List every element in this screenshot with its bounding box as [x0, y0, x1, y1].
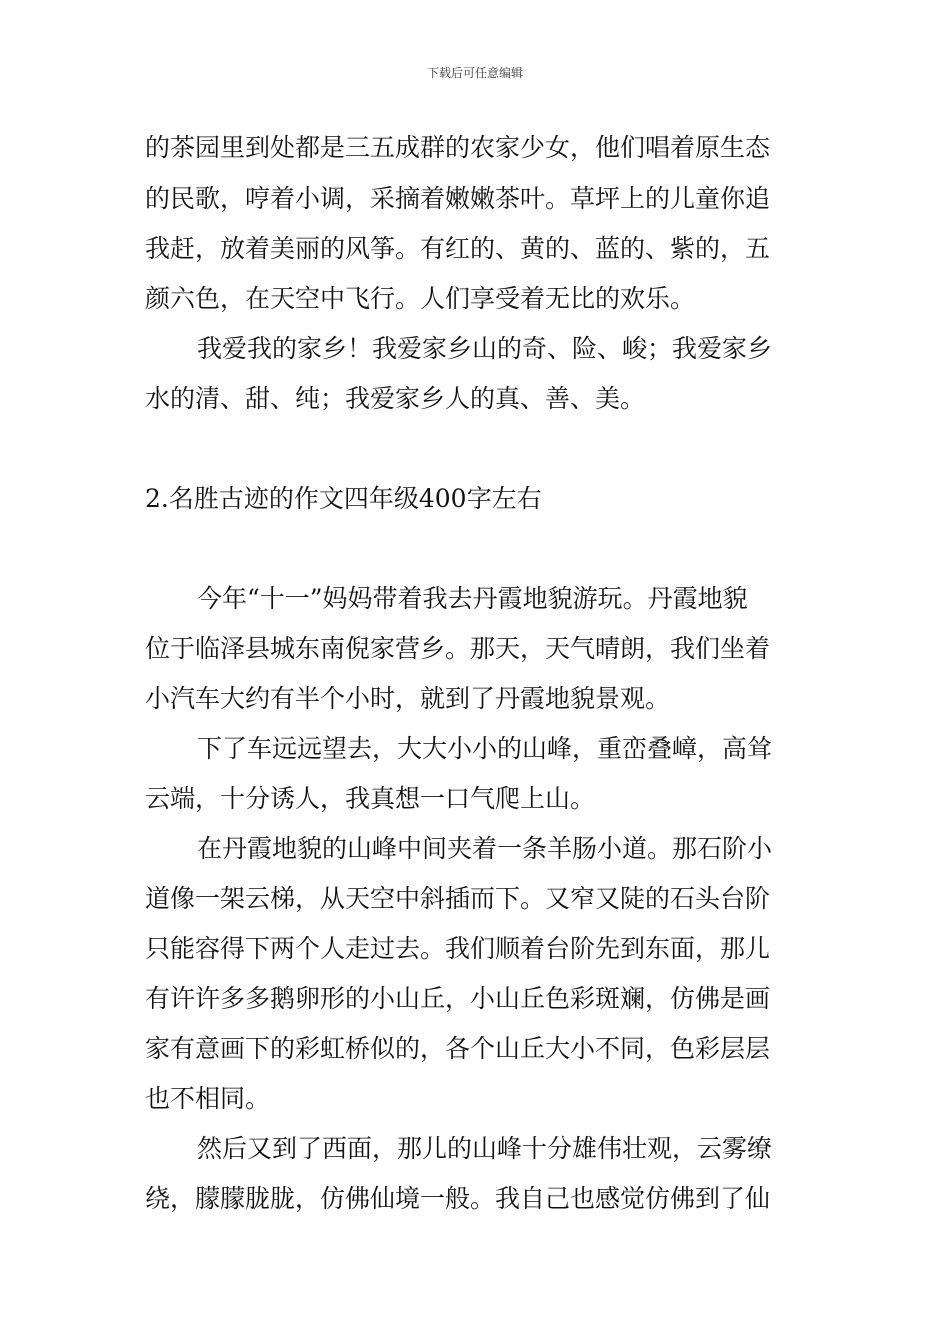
- text-line: 在丹霞地貌的山峰中间夹着一条羊肠小道。那石阶小: [197, 834, 773, 863]
- text-line: 也不相同。: [145, 1084, 271, 1113]
- text-line: 只能容得下两个人走过去。我们顺着台阶先到东面，那儿: [145, 934, 771, 963]
- text-line: 我爱我的家乡！我爱家乡山的奇、险、峻；我爱家乡: [197, 334, 773, 363]
- text-line: 的民歌，哼着小调，采摘着嫩嫩茶叶。草坪上的儿童你追: [145, 184, 771, 213]
- text-line: 然后又到了西面，那儿的山峰十分雄伟壮观，云雾缭: [197, 1134, 773, 1163]
- text-line: 有许许多多鹅卵形的小山丘，小山丘色彩斑斓，仿佛是画: [145, 984, 771, 1013]
- text-line: 位于临泽县城东南倪家营乡。那天，天气晴朗，我们坐着: [145, 634, 771, 663]
- text-line: 家有意画下的彩虹桥似的，各个山丘大小不同，色彩层层: [145, 1034, 771, 1063]
- text-line: 我赶，放着美丽的风筝。有红的、黄的、蓝的、紫的，五: [145, 234, 771, 263]
- text-line: 绕，朦朦胧胧，仿佛仙境一般。我自己也感觉仿佛到了仙: [145, 1184, 771, 1213]
- page-header: 下载后可任意编辑: [426, 66, 523, 80]
- text-line: 今年“十一”妈妈带着我去丹霞地貌游玩。丹霞地貌: [197, 584, 748, 613]
- text-line: 道像一架云梯，从天空中斜插而下。又窄又陡的石头台阶: [145, 884, 771, 913]
- text-line: 颜六色，在天空中飞行。人们享受着无比的欢乐。: [145, 284, 696, 313]
- section-heading: 2.名胜古迹的作文四年级400字左右: [145, 484, 542, 513]
- text-line: 的茶园里到处都是三五成群的农家少女，他们唱着原生态: [145, 133, 771, 162]
- text-line: 水的清、甜、纯；我爱家乡人的真、善、美。: [145, 384, 646, 413]
- text-line: 云端，十分诱人，我真想一口气爬上山。: [145, 784, 596, 813]
- text-line: 小汽车大约有半个小时，就到了丹霞地貌景观。: [145, 684, 671, 713]
- text-line: 下了车远远望去，大大小小的山峰，重峦叠嶂，高耸: [197, 734, 773, 763]
